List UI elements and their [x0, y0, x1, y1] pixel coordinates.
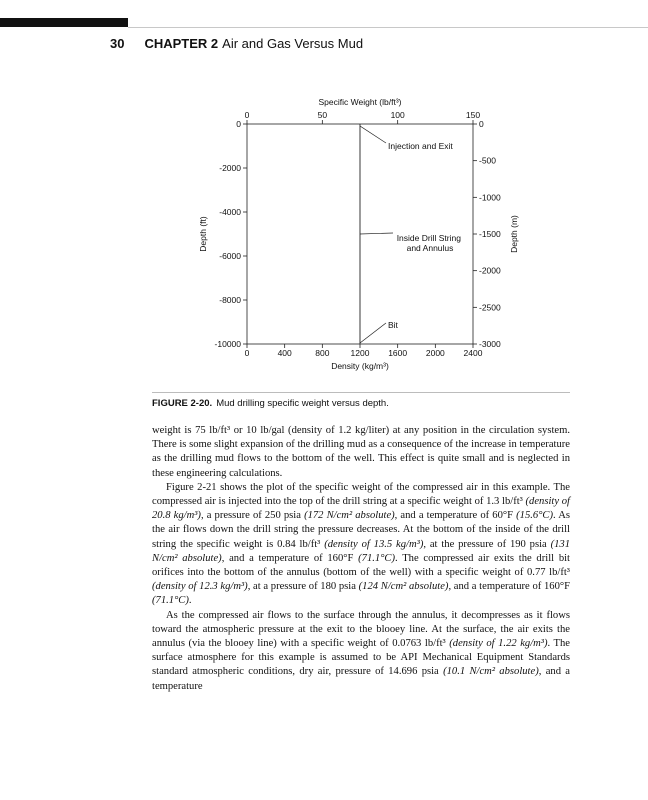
- left-axis-ticks: [215, 119, 247, 349]
- paragraph-2-text-j: (131 N/cm² absolute): [152, 538, 571, 564]
- annotation-drill-string-line1: Inside Drill String: [396, 233, 461, 243]
- figure-caption: [152, 398, 389, 409]
- top-tick-label: 100: [390, 110, 405, 120]
- annotation-leader: [360, 233, 393, 234]
- bottom-tick-label: 400: [277, 348, 292, 358]
- annotation-drill-string: [397, 233, 464, 253]
- annotation-leader: [360, 126, 386, 143]
- bottom-tick-label: 0: [244, 348, 250, 358]
- page-number: 30: [110, 36, 125, 51]
- bottom-tick-label: 2000: [425, 348, 445, 358]
- bottom-tick-label: 1600: [388, 348, 408, 358]
- paragraph-3: [152, 609, 570, 694]
- left-axis-label: Depth (ft): [198, 216, 208, 252]
- paragraph-2-text-o: , at a pressure of 180 psia: [247, 581, 359, 593]
- figure-caption-text: Mud drilling specific weight versus depth.: [216, 398, 389, 409]
- right-tick-label: -1500: [479, 229, 501, 239]
- annotation-drill-string-line2: and Annulus: [406, 243, 454, 253]
- left-tick-label: -4000: [219, 207, 241, 217]
- chapter-label: CHAPTER 2: [144, 36, 219, 51]
- paragraph-2-text-p: (124 N/cm² absolute): [358, 581, 449, 593]
- paragraph-1-text: weight is 75 lb/ft³ or 10 lb/gal (density of 1.2 kg/liter) at any position in the circulation system. There is some slight expansion of the drilling mud as a consequence of the increase in temperature as the drilling mud flows to the bottom of the well. This effect is quite small and is neglected in these engineering calculations.: [152, 425, 570, 479]
- figure-label: FIGURE 2-20.: [152, 398, 213, 409]
- figure-rule: [152, 392, 570, 393]
- paragraph-3-text-a: As the compressed air flows to the surface through the annulus, it decompresses as it flows toward the atmospheric pressure at the exit to the blooey line. At the surface, the air exits the annulus (via the blooey line) with a specific weight of 0.0763 lb/ft³: [152, 609, 570, 650]
- paragraph-2-text-a: Figure 2-21 shows the plot of the specific weight of the compressed air in this example. The compressed air is injected into the top of the drill string at a specific weight of 1.3 lb/ft³: [152, 481, 570, 508]
- paragraph-2-text-m: . The compressed air exits the drill bit orifices into the bottom of the annulus (bottom of the well) with a specific weight of 0.77 lb/ft³: [152, 552, 570, 579]
- top-axis-ticks: [245, 110, 481, 124]
- paragraph-2-text-h: (density of 13.5 kg/m³): [324, 538, 424, 550]
- bottom-tick-label: 1200: [350, 348, 370, 358]
- paragraph-1: [152, 424, 570, 481]
- paragraph-2-text-k: , and a temperature of 160°F: [221, 552, 359, 564]
- paragraph-2-text-i: , at the pressure of 190 psia: [423, 538, 551, 550]
- left-tick-label: 0: [236, 119, 241, 129]
- paragraph-3-text-c: . The surface atmosphere for this example is assumed to be API Mechanical Equipment Standards standard atmospheric conditions, dry air, pressure of 14.696 psia: [152, 638, 570, 678]
- right-tick-label: -2000: [479, 265, 501, 276]
- right-tick-label: -2500: [479, 302, 501, 313]
- annotation-injection-exit: Injection and Exit: [388, 141, 453, 151]
- top-tick-label: 50: [317, 110, 328, 120]
- left-tick-label: -6000: [219, 251, 241, 261]
- paragraph-2-text-g: . As the air flows down the drill string the pressure decreases. At the bottom of the inside of the drill string the specific weight is 0.84 lb/ft³: [152, 510, 570, 550]
- paragraph-2-text-f: (15.6°C): [516, 510, 554, 522]
- bottom-axis-label: Density (kg/m³): [331, 361, 389, 371]
- chapter-title: Air and Gas Versus Mud: [222, 36, 364, 51]
- paragraph-2-text-r: (71.1°C): [152, 595, 189, 607]
- annotation-leaders: [360, 126, 393, 343]
- bottom-axis-ticks: [245, 344, 483, 358]
- right-axis-ticks: [473, 119, 501, 349]
- top-tick-label: 0: [244, 110, 250, 120]
- left-tick-label: -8000: [219, 295, 241, 305]
- paragraph-2-text-b: (density of 20.8 kg/m³): [152, 496, 570, 522]
- paragraph-3-text-b: (density of 1.22 kg/m³): [449, 638, 548, 650]
- paragraph-2-text-c: , a pressure of 250 psia: [200, 510, 305, 522]
- paragraph-2-text-q: , and a temperature of 160°F: [448, 581, 570, 593]
- paragraph-2-text-l: (71.1°C): [358, 552, 396, 564]
- left-tick-label: -2000: [219, 163, 241, 173]
- right-tick-label: -1000: [479, 192, 501, 203]
- right-tick-label: 0: [479, 119, 484, 129]
- body-text: [152, 424, 570, 694]
- paragraph-3-text-d: (10.1 N/cm² absolute): [443, 666, 539, 678]
- annotation-bit: Bit: [388, 320, 398, 330]
- right-tick-label: -3000: [479, 339, 501, 349]
- depth-chart: [0, 0, 648, 392]
- left-tick-label: -10000: [214, 339, 241, 349]
- top-axis-label: Specific Weight (lb/ft³): [318, 97, 402, 107]
- paragraph-2-text-n: (density of 12.3 kg/m³): [152, 581, 248, 593]
- paragraph-2-text-d: (172 N/cm² absolute): [304, 510, 395, 522]
- right-tick-label: -500: [479, 155, 497, 166]
- bottom-tick-label: 800: [315, 348, 330, 358]
- top-tick-label: 150: [465, 110, 481, 120]
- right-axis-label: Depth (m): [509, 215, 519, 253]
- paragraph-2-text-e: , and a temperature of 60°F: [394, 510, 517, 522]
- paragraph-2-text-s: .: [188, 595, 192, 607]
- annotation-leader: [360, 323, 386, 343]
- paragraph-3-text-e: , and a temperature: [152, 666, 570, 692]
- bottom-tick-label: 2400: [463, 348, 483, 358]
- paragraph-2: [152, 481, 570, 609]
